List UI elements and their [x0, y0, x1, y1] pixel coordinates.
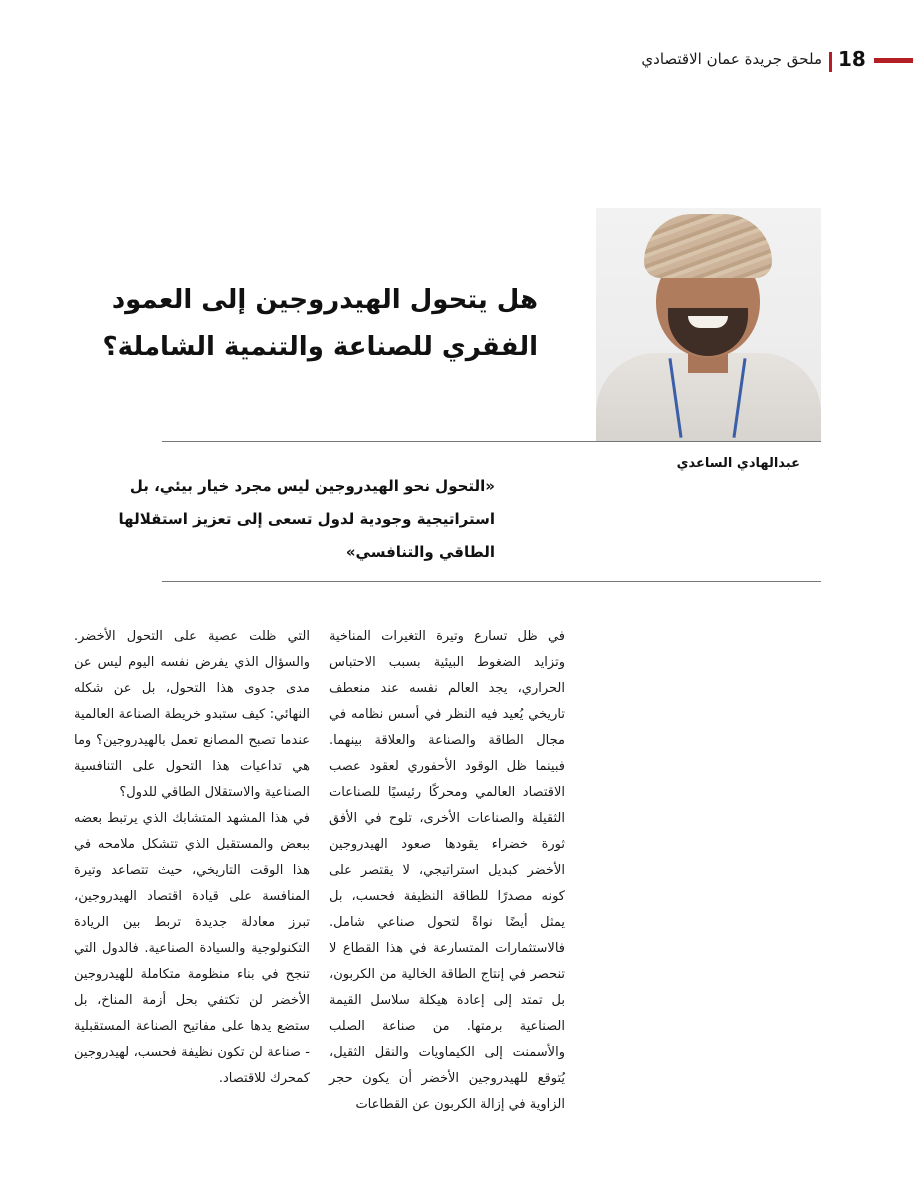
article-column-left: [74, 624, 310, 1092]
divider-bottom: [162, 581, 821, 582]
author-photo: [596, 208, 821, 441]
article-headline: هل يتحول الهيدروجين إلى العمود الفقري للصناعة والتنمية الشاملة؟: [102, 285, 538, 362]
pull-quote: «التحول نحو الهيدروجين ليس مجرد خيار بيئي، بل استراتيجية وجودية لدول تسعى إلى تعزيز استقلالها الطاقي والتنافسي»: [118, 477, 495, 561]
paragraph: في هذا المشهد المتشابك الذي يرتبط بعضه ببعض والمستقبل الذي تتشكل ملامحه في هذا الوقت التاريخي، حيث تتصاعد وتيرة المنافسة على قيادة اقتصاد الهيدروجين، تبرز معادلة جديدة تربط بين الريادة التكنولوجية والسيادة الصناعية. فالدول التي تنجح في بناء منظومة متكاملة للهيدروجين الأخضر لن تكتفي بحل أزمة المناخ، بل ستضع يدها على مفاتيح الصناعة المستقبلية - صناعة لن تكون نظيفة فحسب، لهيدروجين كمحرك للاقتصاد.: [74, 811, 310, 1086]
article-column-right: [329, 624, 565, 1118]
paragraph: التي ظلت عصية على التحول الأخضر. والسؤال الذي يفرض نفسه اليوم ليس عن مدى جدوى هذا التحول، بل عن شكله النهائي: كيف ستبدو خريطة الصناعة العالمية عندما تصبح المصانع تعمل بالهيدروجين؟ وما هي تداعيات هذا التحول على التنافسية الصناعية والاستقلال الطاقي للدول؟: [74, 629, 310, 800]
paragraph: في ظل تسارع وتيرة التغيرات المناخية وتزايد الضغوط البيئية بسبب الاحتباس الحراري، يجد العالم نفسه عند منعطف تاريخي يُعيد فيه النظر في أسس نظامه في مجال الطاقة والصناعة والعلاقة بينهما. فبينما ظل الوقود الأحفوري لعقود عصب الاقتصاد العالمي ومحركًا رئيسيًا للصناعات الثقيلة والصناعات الأخرى، تلوح في الأفق ثورة خضراء يقودها صعود الهيدروجين الأخضر كبديل استراتيجي، لا يقتصر على كونه مصدرًا للطاقة النظيفة فحسب، بل يمثل أيضًا نواةً لتحول صناعي شامل. فالاستثمارات المتسارعة في هذا القطاع لا تنحصر في إنتاج الطاقة الخالية من الكربون، بل تمتد إلى إعادة هيكلة سلاسل القيمة الصناعية برمتها. من صناعة الصلب والأسمنت إلى الكيماويات والنقل الثقيل، يُتوقع للهيدروجين الأخضر أن يكون حجر الزاوية في إزالة الكربون عن القطاعات: [329, 629, 565, 1112]
page-number: 18: [838, 47, 866, 71]
header-accent-bar: [874, 58, 913, 63]
header-separator: [829, 52, 832, 72]
divider-top: [162, 441, 821, 442]
publication-title: ملحق جريدة عمان الاقتصادي: [641, 50, 822, 68]
author-name: عبدالهادي الساعدي: [676, 456, 800, 471]
